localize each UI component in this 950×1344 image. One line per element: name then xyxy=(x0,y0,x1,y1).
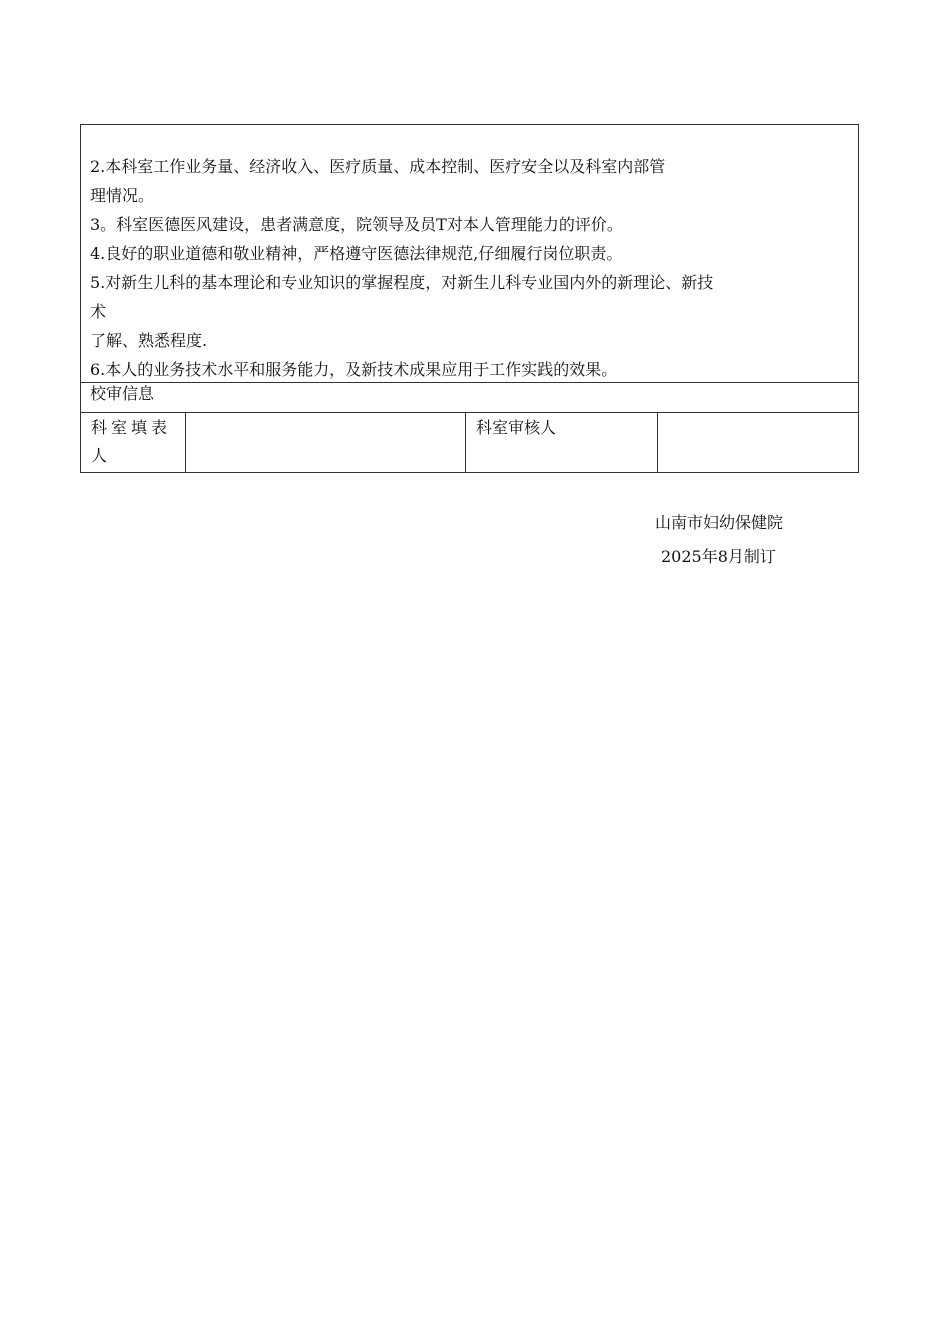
reviewer-label: 科室审核人 xyxy=(466,413,658,472)
criteria-line: 6.本人的业务技术水平和服务能力，及新技术成果应用于工作实践的效果。 xyxy=(90,360,618,379)
criteria-line: 4.良好的职业道德和敬业精神，严格遵守医德法律规范,仔细履行岗位职责。 xyxy=(90,244,623,263)
criteria-line: 3。科室医德医风建设，患者满意度，院领导及员T对本人管理能力的评价。 xyxy=(90,215,623,234)
review-info-header: 校审信息 xyxy=(81,383,858,413)
criteria-line: 2.本科室工作业务量、经济收入、医疗质量、成本控制、医疗安全以及科室内部管 xyxy=(90,157,666,176)
criteria-line: 术 xyxy=(90,302,107,321)
form-filler-label-line1: 科室填表 xyxy=(91,418,172,437)
form-filler-field[interactable] xyxy=(186,413,466,472)
issue-date: 2025年8月制订 xyxy=(661,547,776,566)
issuing-organization: 山南市妇幼保健院 xyxy=(655,513,784,532)
evaluation-criteria-cell xyxy=(81,125,858,383)
reviewer-field[interactable] xyxy=(658,413,858,472)
review-row xyxy=(81,413,858,472)
criteria-line: 理情况。 xyxy=(90,186,155,205)
criteria-line: 了解、熟悉程度. xyxy=(90,331,208,350)
form-filler-label-line2: 人 xyxy=(91,446,112,465)
criteria-line: 5.对新生儿科的基本理论和专业知识的掌握程度，对新生儿科专业国内外的新理论、新技 xyxy=(90,273,714,292)
form-filler-label xyxy=(81,413,186,472)
evaluation-table xyxy=(80,124,859,473)
